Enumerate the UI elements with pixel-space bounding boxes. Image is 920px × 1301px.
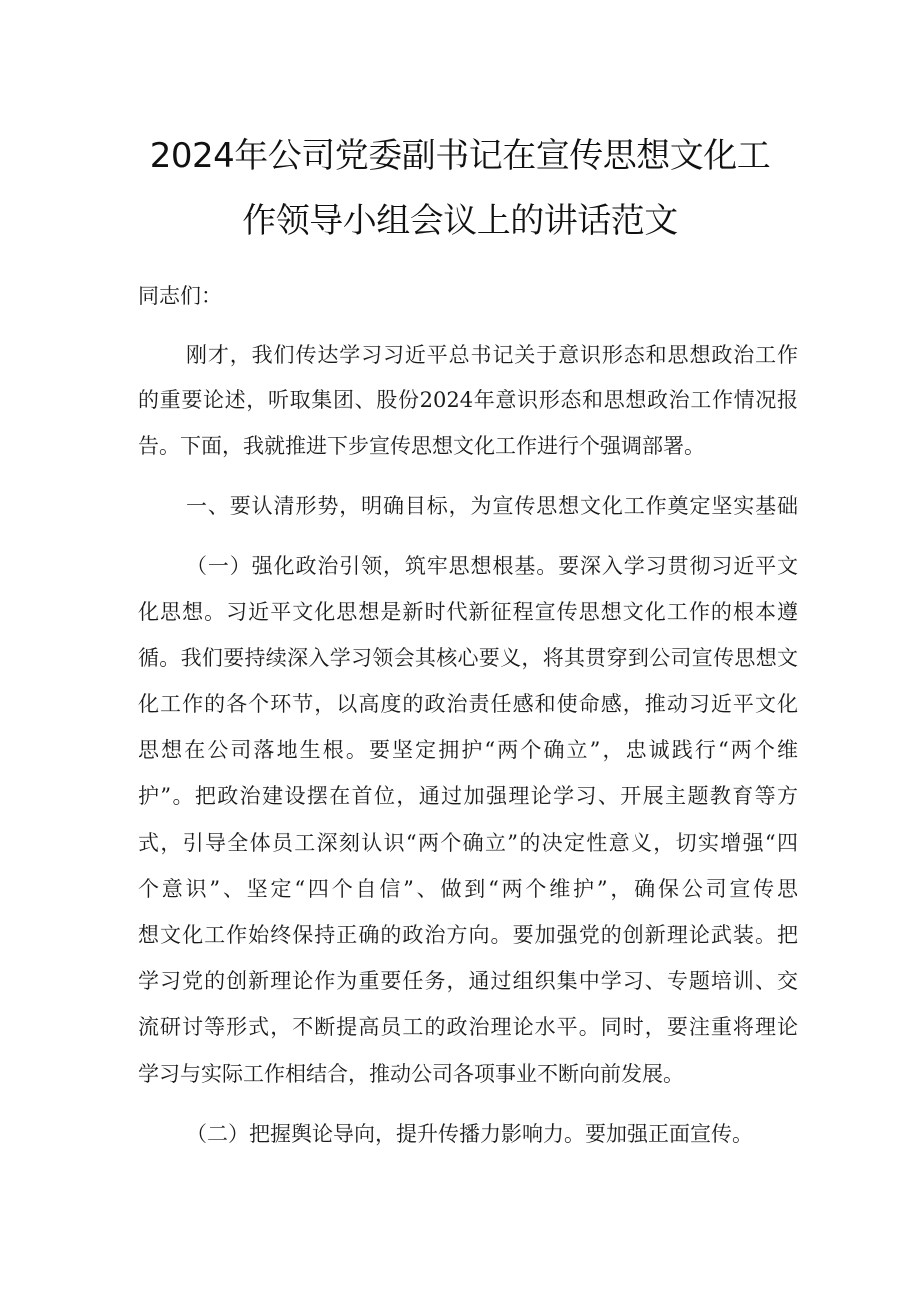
paragraph-1-line-2: 的重要论述，听取集团、股份2024年意识形态和思想政治工作情况报: [138, 388, 798, 412]
section-heading-1: 一、要认清形势，明确目标，为宣传思想文化工作奠定坚实基础: [186, 494, 798, 518]
paragraph-2-line-5: 思想在公司落地生根。要坚定拥护“两个确立”，忠诚践行“两个维: [138, 738, 798, 762]
paragraph-2-line-2: 化思想。习近平文化思想是新时代新征程宣传思想文化工作的根本遵: [138, 600, 798, 624]
paragraph-1-line-1: 刚才，我们传达学习习近平总书记关于意识形态和思想政治工作: [186, 343, 798, 367]
paragraph-2-line-11: 流研讨等形式，不断提高员工的政治理论水平。同时，要注重将理论: [138, 1015, 798, 1039]
paragraph-2-line-6: 护”。把政治建设摆在首位，通过加强理论学习、开展主题教育等方: [138, 784, 798, 808]
paragraph-2-line-4: 化工作的各个环节，以高度的政治责任感和使命感，推动习近平文化: [138, 692, 798, 716]
document-title-line-1: 2024年公司党委副书记在宣传思想文化工: [149, 136, 771, 176]
paragraph-2-line-8: 个意识”、坚定“四个自信”、做到“两个维护”，确保公司宣传思: [138, 877, 798, 901]
paragraph-2-line-3: 循。我们要持续深入学习领会其核心要义，将其贯穿到公司宣传思想文: [138, 646, 798, 670]
paragraph-2-line-12: 学习与实际工作相结合，推动公司各项事业不断向前发展。: [138, 1062, 684, 1086]
paragraph-3-line-1: （二）把握舆论导向，提升传播力影响力。要加强正面宣传。: [186, 1122, 753, 1146]
paragraph-2-line-7: 式，引导全体员工深刻认识“两个确立”的决定性意义，切实增强“四: [138, 831, 798, 855]
paragraph-2-line-1: （一）强化政治引领，筑牢思想根基。要深入学习贯彻习近平文: [186, 554, 798, 578]
salutation: 同志们：: [138, 284, 222, 308]
paragraph-1-line-3: 告。下面，我就推进下步宣传思想文化工作进行个强调部署。: [138, 434, 705, 458]
paragraph-2-line-9: 想文化工作始终保持正确的政治方向。要加强党的创新理论武装。把: [138, 923, 798, 947]
document-title-line-2: 作领导小组会议上的讲话范文: [242, 201, 678, 241]
paragraph-2-line-10: 学习党的创新理论作为重要任务，通过组织集中学习、专题培训、交: [138, 969, 798, 993]
